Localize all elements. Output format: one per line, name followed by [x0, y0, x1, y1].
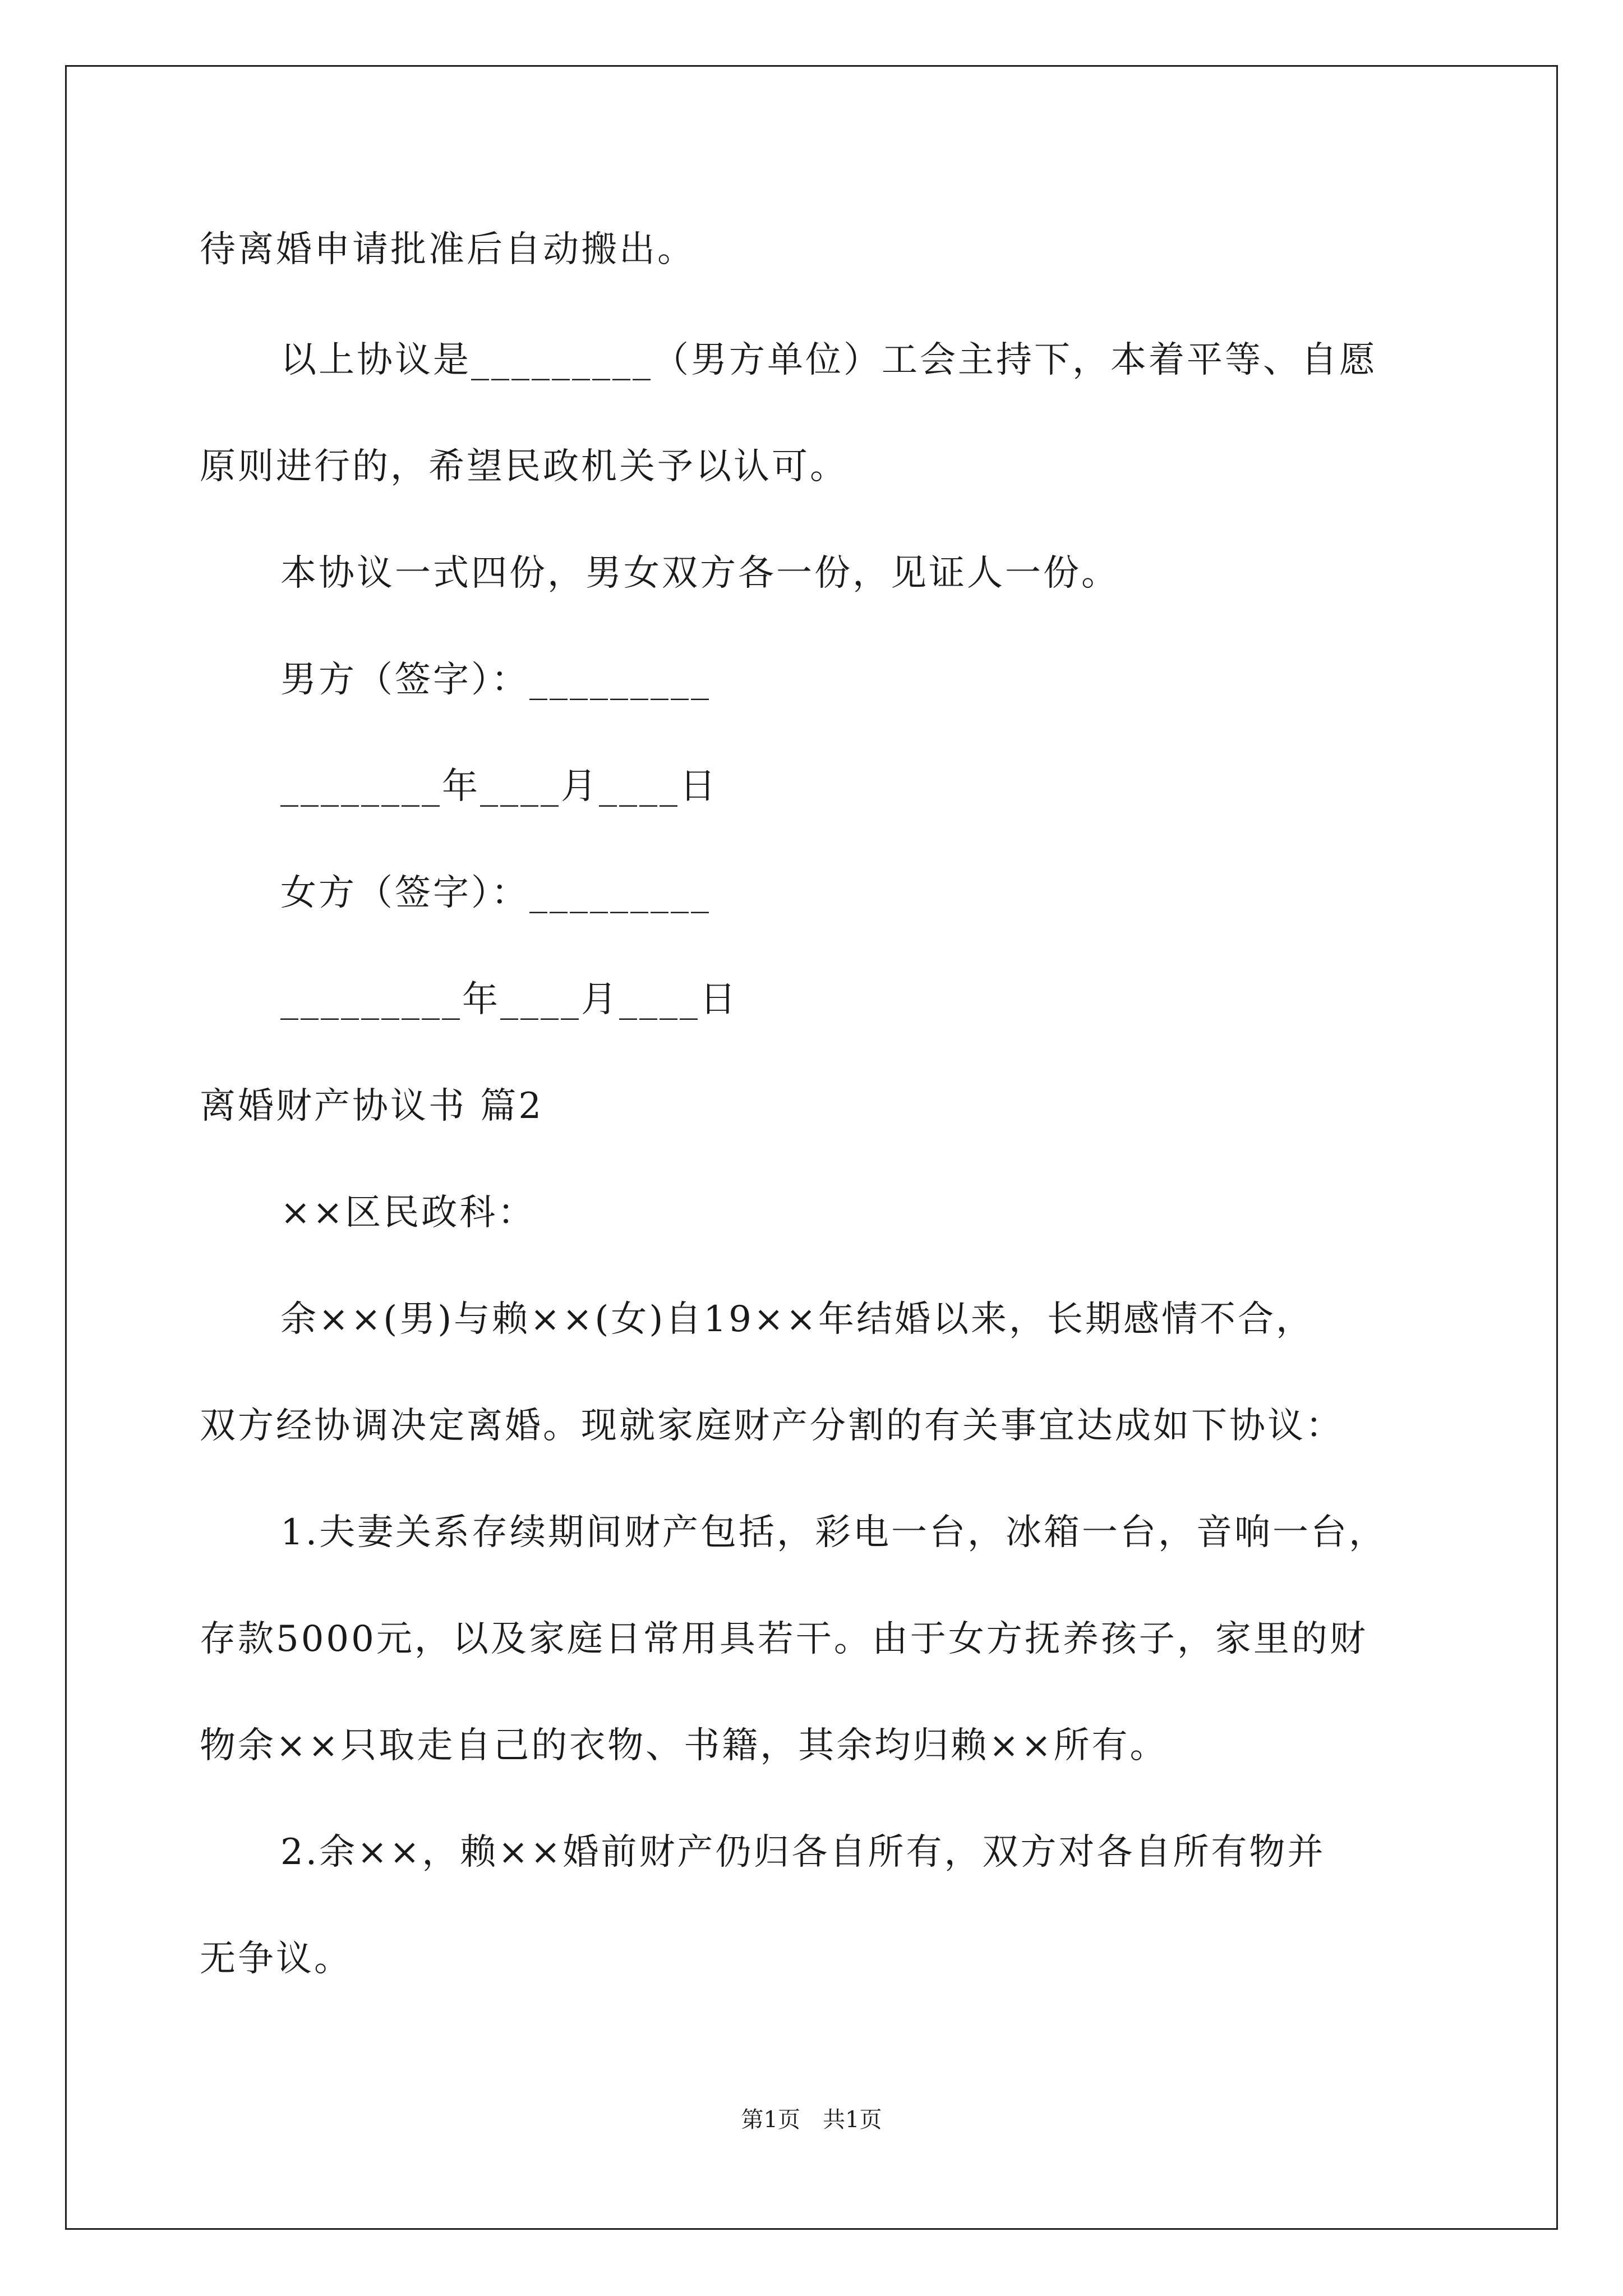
paragraph-line: 1.夫妻关系存续期间财产包括，彩电一台，冰箱一台，音响一台，: [280, 1512, 1387, 1553]
paragraph-line: 存款5000元，以及家庭日常用具若干。由于女方抚养孩子，家里的财: [200, 1618, 1368, 1660]
paragraph-line: 原则进行的，希望民政机关予以认可。: [200, 446, 848, 487]
page-footer: 第1页 共1页: [741, 2107, 882, 2133]
paragraph-line: 本协议一式四份，男女双方各一份，见证人一份。: [280, 553, 1119, 594]
female-signature-line: 女方（签字）：_________: [280, 872, 711, 914]
addressee: ××区民政科：: [280, 1192, 536, 1234]
male-date-line: ________年____月____日: [280, 766, 718, 807]
paragraph-line: 待离婚申请批准后自动搬出。: [200, 229, 695, 270]
page-border: [65, 65, 1558, 2230]
paragraph-line: 余××(男)与赖××(女)自19××年结婚以来，长期感情不合，: [280, 1299, 1315, 1340]
female-date-line: _________年____月____日: [280, 979, 738, 1020]
paragraph-line: 双方经协调决定离婚。现就家庭财产分割的有关事宜达成如下协议：: [200, 1405, 1344, 1447]
paragraph-line: 物余××只取走自己的衣物、书籍，其余均归赖××所有。: [200, 1725, 1168, 1766]
paragraph-line: 2.余××，赖××婚前财产仍归各自所有，双方对各自所有物并: [280, 1832, 1326, 1873]
male-signature-line: 男方（签字）：_________: [280, 659, 711, 701]
paragraph-line: 无争议。: [200, 1938, 352, 1980]
section-heading: 离婚财产协议书 篇2: [200, 1085, 544, 1127]
paragraph-line: 以上协议是_________（男方单位）工会主持下，本着平等、自愿: [280, 339, 1377, 381]
